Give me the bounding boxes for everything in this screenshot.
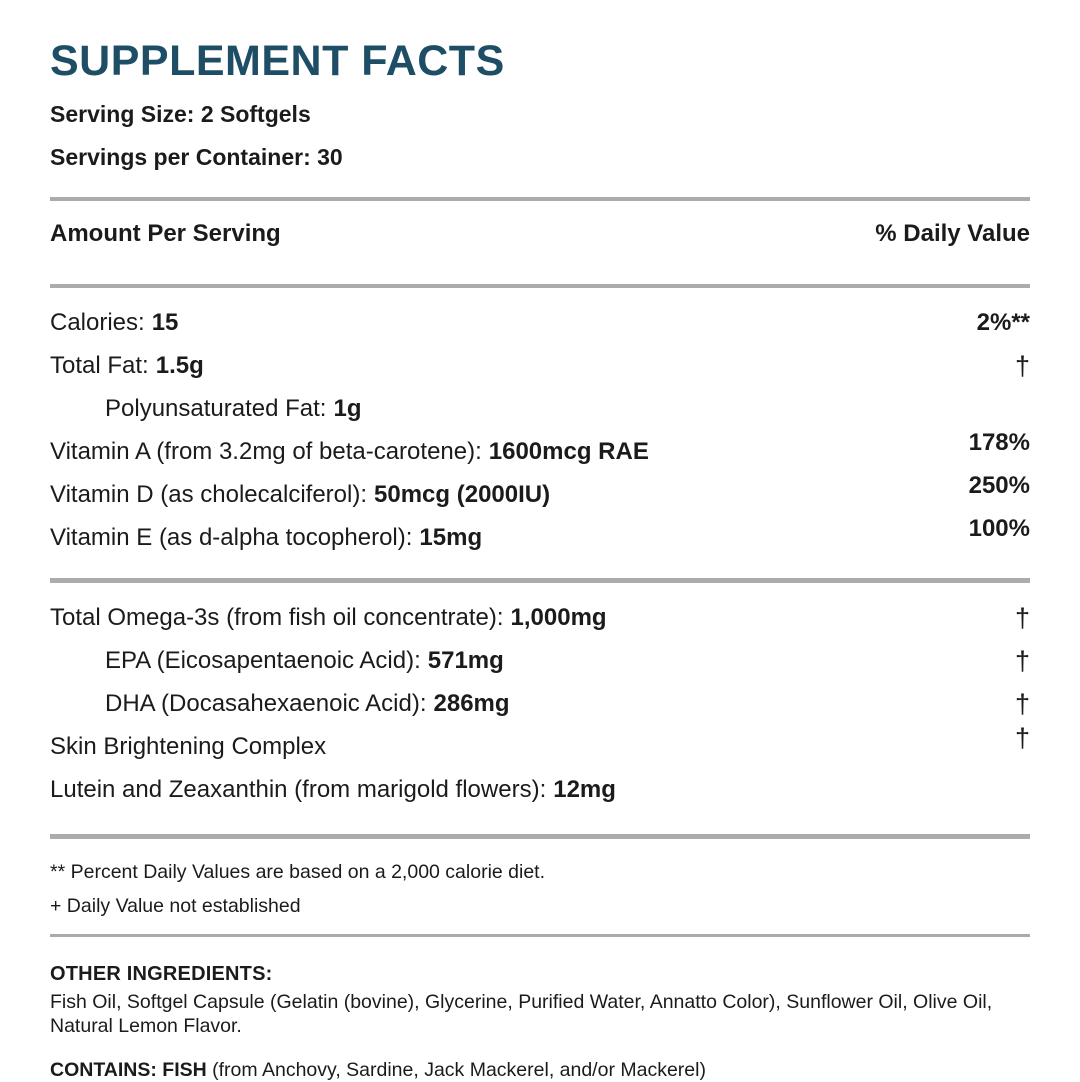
other-ingredients-text: Fish Oil, Softgel Capsule (Gelatin (bovine), Glycerine, Purified Water, Annatto Color), Sunflower Oil, Olive Oil, Natural Lemon Flavor. xyxy=(50,990,993,1038)
nutrient-label: EPA (Eicosapentaenoic Acid): xyxy=(105,647,421,675)
nutrient-label: Vitamin E (as d-alpha tocopherol): xyxy=(50,524,413,552)
nutrient-label: Total Omega-3s (from fish oil concentrate): xyxy=(50,604,504,632)
page-title: SUPPLEMENT FACTS xyxy=(50,37,505,85)
contains-detail: (from Anchovy, Sardine, Jack Mackerel, and/or Mackerel) xyxy=(206,1058,706,1081)
nutrient-amount: 15 xyxy=(151,309,179,337)
nutrient-amount: 50mcg (2000IU) xyxy=(374,481,551,509)
supplement-facts-panel xyxy=(50,0,1030,1082)
daily-value: 2%** xyxy=(976,309,1030,337)
nutrient-amount: 15mg xyxy=(419,524,483,552)
amount-per-serving-header: Amount Per Serving xyxy=(50,220,281,248)
table-row-lutein-zeaxanthin xyxy=(50,769,1030,812)
daily-value: 100% xyxy=(968,515,1030,543)
table-row-vitamin-e xyxy=(50,517,1030,560)
daily-value: † xyxy=(1014,722,1030,753)
table-row-dha xyxy=(50,683,1030,726)
table-row-vitamin-d xyxy=(50,474,1030,517)
daily-value-header: % Daily Value xyxy=(875,220,1030,248)
footnote-daily-value-not-established: + Daily Value not established xyxy=(50,894,301,917)
servings-per-container: Servings per Container: 30 xyxy=(50,143,343,170)
daily-value: 178% xyxy=(968,429,1030,457)
divider xyxy=(50,578,1030,583)
nutrient-label: DHA (Docasahexaenoic Acid): xyxy=(105,690,427,718)
nutrient-rows-omega xyxy=(50,597,1030,812)
table-row-polyunsaturated-fat xyxy=(50,388,1030,431)
divider xyxy=(50,834,1030,839)
nutrient-label: Polyunsaturated Fat: xyxy=(105,395,327,423)
nutrient-rows-main xyxy=(50,302,1030,560)
nutrient-label: Lutein and Zeaxanthin (from marigold flowers): xyxy=(50,776,547,804)
daily-value: † xyxy=(1014,688,1030,719)
daily-value: † xyxy=(1014,645,1030,676)
table-header-row xyxy=(50,201,1030,266)
nutrient-amount: 12mg xyxy=(553,776,616,804)
contains-allergen: CONTAINS: FISH xyxy=(50,1058,207,1081)
other-ingredients-heading: OTHER INGREDIENTS: xyxy=(50,962,273,985)
nutrient-label: Skin Brightening Complex xyxy=(50,733,327,761)
divider xyxy=(50,934,1030,937)
table-row-skin-brightening-complex xyxy=(50,722,1030,769)
table-row-total-fat xyxy=(50,345,1030,388)
contains-statement xyxy=(50,1059,1030,1082)
daily-value: † xyxy=(1014,350,1030,381)
daily-value: † xyxy=(1014,602,1030,633)
daily-value: 250% xyxy=(968,472,1030,500)
nutrient-amount: 1600mcg RAE xyxy=(488,438,649,466)
nutrient-label: Calories: xyxy=(50,309,145,337)
nutrient-amount: 1.5g xyxy=(155,352,204,380)
nutrient-amount: 286mg xyxy=(433,690,510,718)
table-row-epa xyxy=(50,640,1030,683)
table-row-calories xyxy=(50,302,1030,345)
nutrient-label: Total Fat: xyxy=(50,352,149,380)
nutrient-label: Vitamin A (from 3.2mg of beta-carotene): xyxy=(50,438,482,466)
footnotes xyxy=(50,861,1030,918)
other-ingredients-section xyxy=(50,963,1030,1082)
nutrient-amount: 1g xyxy=(333,395,362,423)
nutrient-label: Vitamin D (as cholecalciferol): xyxy=(50,481,368,509)
footnote-percent-daily-values: ** Percent Daily Values are based on a 2,000 calorie diet. xyxy=(50,861,546,884)
serving-size: Serving Size: 2 Softgels xyxy=(50,101,311,127)
nutrient-amount: 1,000mg xyxy=(510,604,607,632)
divider xyxy=(50,284,1030,288)
table-row-total-omega3 xyxy=(50,597,1030,640)
nutrient-amount: 571mg xyxy=(427,647,504,675)
table-row-vitamin-a xyxy=(50,431,1030,474)
